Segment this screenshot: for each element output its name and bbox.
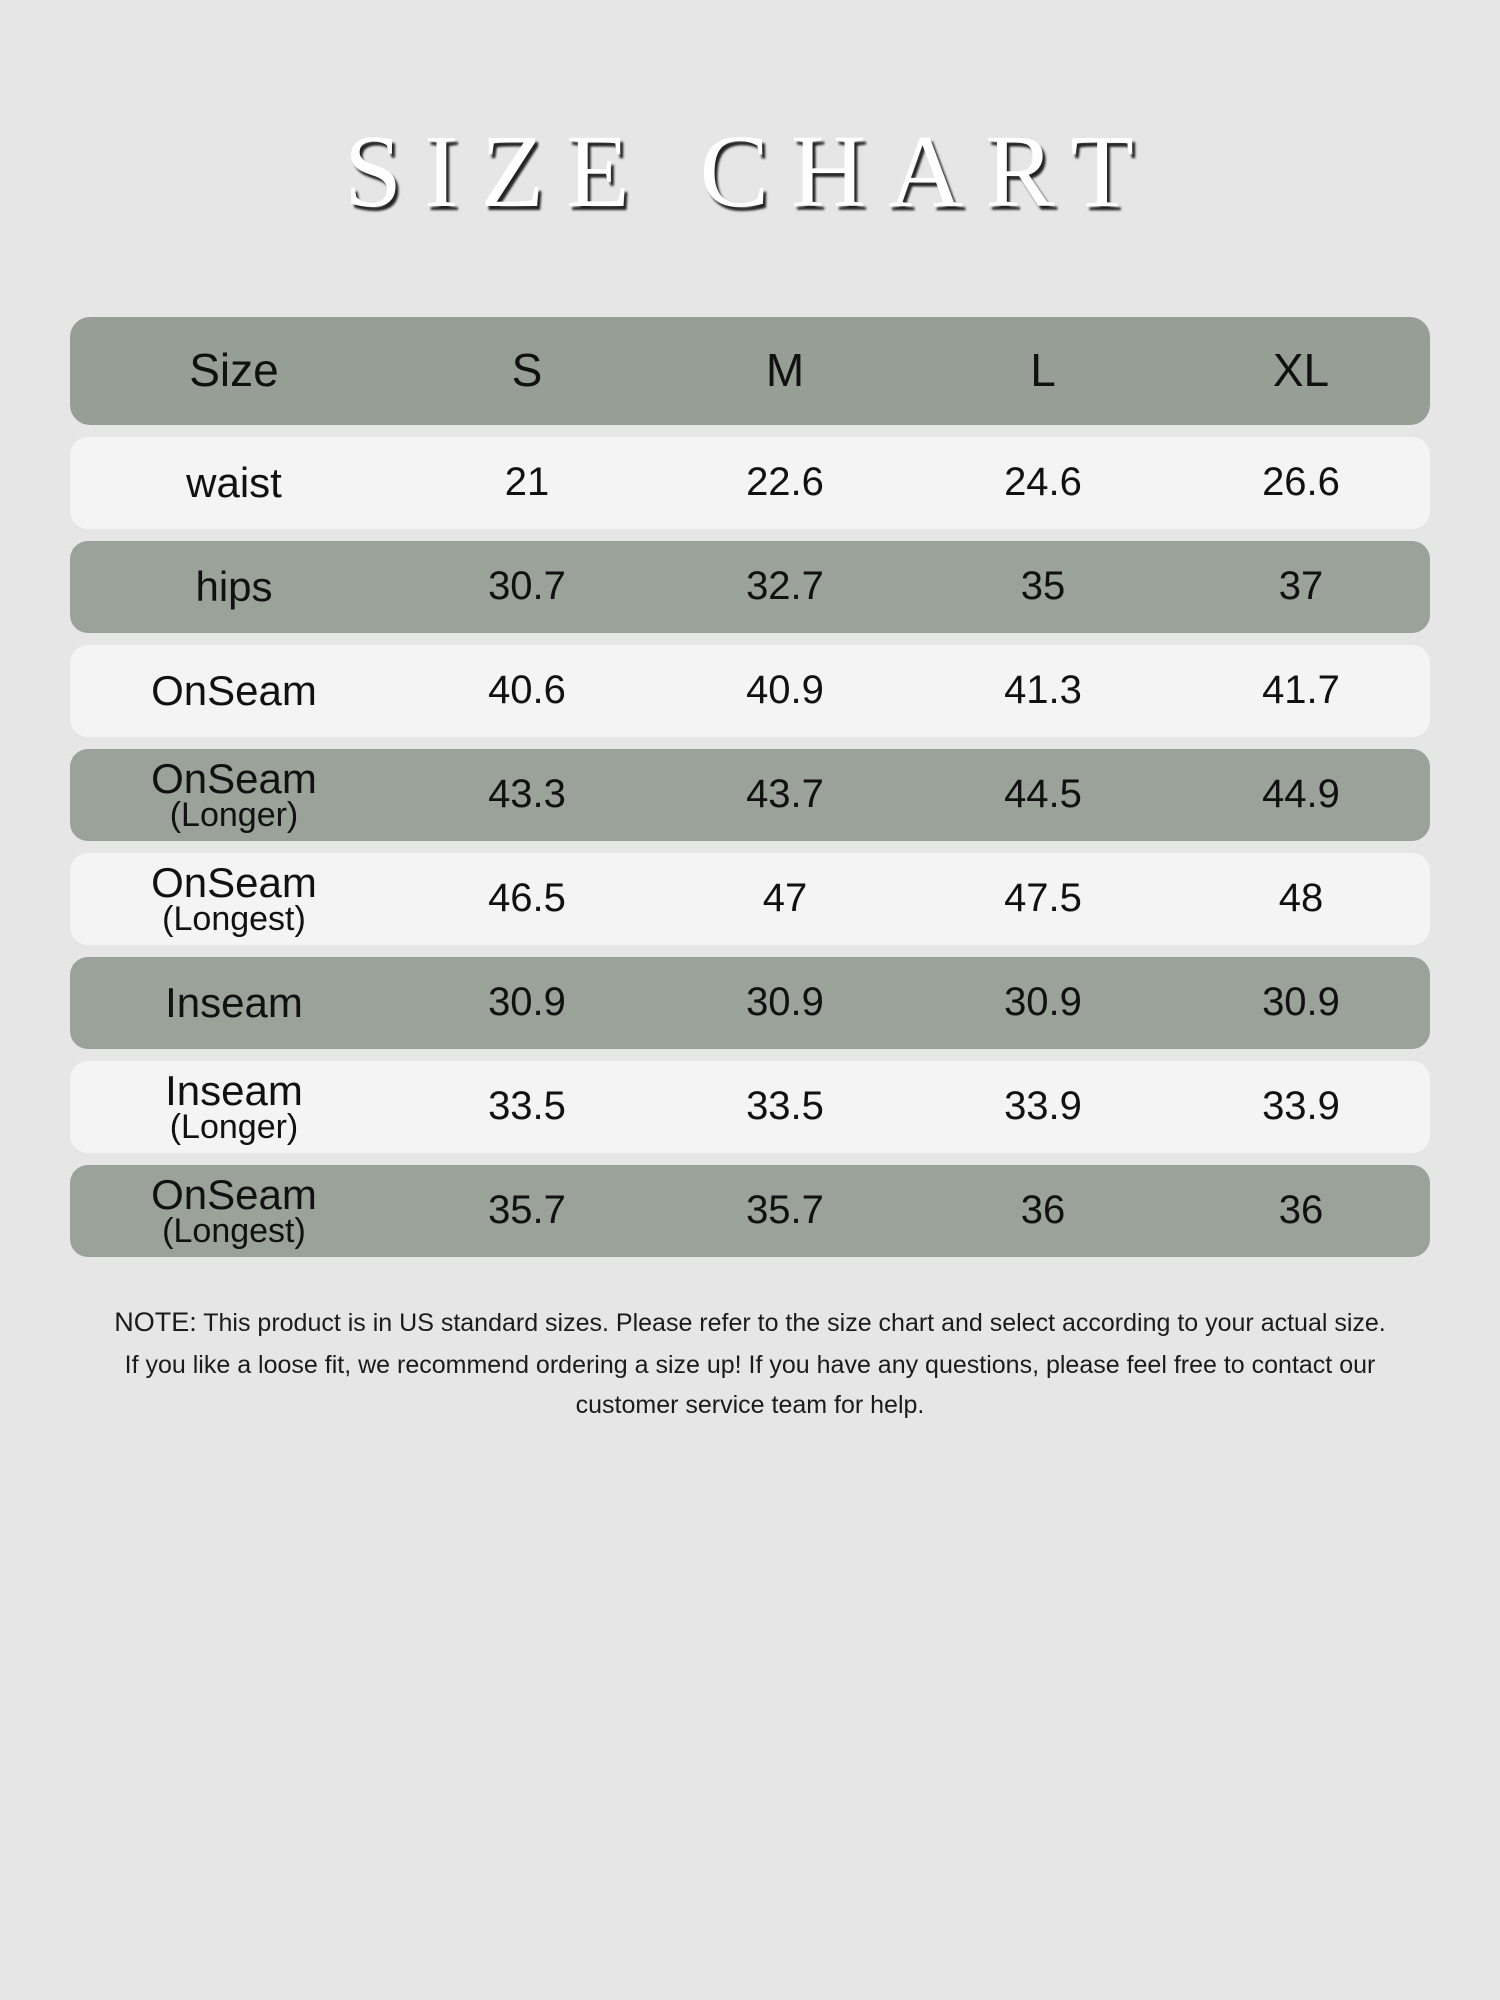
table-row: [70, 1061, 1430, 1153]
row-label: [70, 558, 398, 615]
row-value-l: 24.6: [1004, 460, 1082, 505]
table-row: [70, 645, 1430, 737]
table-row: [70, 437, 1430, 529]
header-cell-xl: XL: [1272, 344, 1330, 397]
row-value-m: 30.9: [746, 980, 824, 1025]
row-label-text: hips: [195, 563, 273, 611]
row-label: [70, 1168, 398, 1254]
header-cell-s: S: [511, 344, 543, 397]
header-cell-l: L: [1030, 344, 1056, 397]
row-value-m: 43.7: [746, 772, 824, 817]
row-value-xl: 33.9: [1262, 1084, 1340, 1129]
note-label: NOTE:: [114, 1307, 197, 1337]
row-label-text: Inseam: [165, 979, 303, 1027]
row-value-s: 43.3: [488, 772, 566, 817]
note-text: This product is in US standard sizes. Please refer to the size chart and select according to your actual size. If you like a loose fit, we recommend ordering a size up! If you have any questions, please feel free to contact our customer service team for help.: [124, 1309, 1386, 1420]
table-row: [70, 541, 1430, 633]
row-value-xl: 26.6: [1262, 460, 1340, 505]
header-cell-size: Size: [189, 344, 279, 397]
row-label: [70, 662, 398, 719]
row-label-text: OnSeam: [151, 859, 317, 906]
row-value-s: 30.7: [488, 564, 566, 609]
row-value-m: 47: [762, 876, 808, 921]
size-chart-table: [70, 317, 1430, 1257]
row-value-xl: 37: [1278, 564, 1324, 609]
row-label: [70, 974, 398, 1031]
row-value-xl: 30.9: [1262, 980, 1340, 1025]
row-label: [70, 856, 398, 942]
row-label-text: OnSeam: [151, 1171, 317, 1218]
note-block: [70, 1301, 1430, 1426]
row-value-l: 33.9: [1004, 1084, 1082, 1129]
row-value-xl: 41.7: [1262, 668, 1340, 713]
row-value-m: 22.6: [746, 460, 824, 505]
row-label-sub: (Longer): [169, 796, 299, 834]
row-value-l: 35: [1020, 564, 1066, 609]
row-value-m: 35.7: [746, 1188, 824, 1233]
row-value-m: 32.7: [746, 564, 824, 609]
row-value-l: 41.3: [1004, 668, 1082, 713]
row-value-m: 33.5: [746, 1084, 824, 1129]
row-value-s: 40.6: [488, 668, 566, 713]
row-label: [70, 454, 398, 511]
table-row: [70, 853, 1430, 945]
row-value-s: 21: [504, 460, 550, 505]
row-value-s: 33.5: [488, 1084, 566, 1129]
row-label: [70, 752, 398, 838]
row-label-sub: (Longest): [162, 1212, 306, 1250]
table-row: [70, 957, 1430, 1049]
row-label-sub: (Longest): [162, 900, 306, 938]
page-title: SIZE CHART: [344, 114, 1156, 229]
row-label-sub: (Longer): [169, 1108, 299, 1146]
row-value-s: 46.5: [488, 876, 566, 921]
row-value-xl: 44.9: [1262, 772, 1340, 817]
row-value-s: 30.9: [488, 980, 566, 1025]
row-value-l: 44.5: [1004, 772, 1082, 817]
row-label-text: waist: [186, 459, 282, 507]
header-cell-m: M: [765, 344, 805, 397]
table-row: [70, 1165, 1430, 1257]
table-row: [70, 749, 1430, 841]
table-header-row: [70, 317, 1430, 425]
row-value-l: 47.5: [1004, 876, 1082, 921]
row-label-text: OnSeam: [151, 667, 317, 715]
row-value-xl: 48: [1278, 876, 1324, 921]
row-value-l: 30.9: [1004, 980, 1082, 1025]
row-label-text: OnSeam: [151, 755, 317, 802]
row-value-s: 35.7: [488, 1188, 566, 1233]
row-value-xl: 36: [1278, 1188, 1324, 1233]
row-value-m: 40.9: [746, 668, 824, 713]
row-value-l: 36: [1020, 1188, 1066, 1233]
row-label-text: Inseam: [165, 1067, 303, 1114]
row-label: [70, 1064, 398, 1150]
